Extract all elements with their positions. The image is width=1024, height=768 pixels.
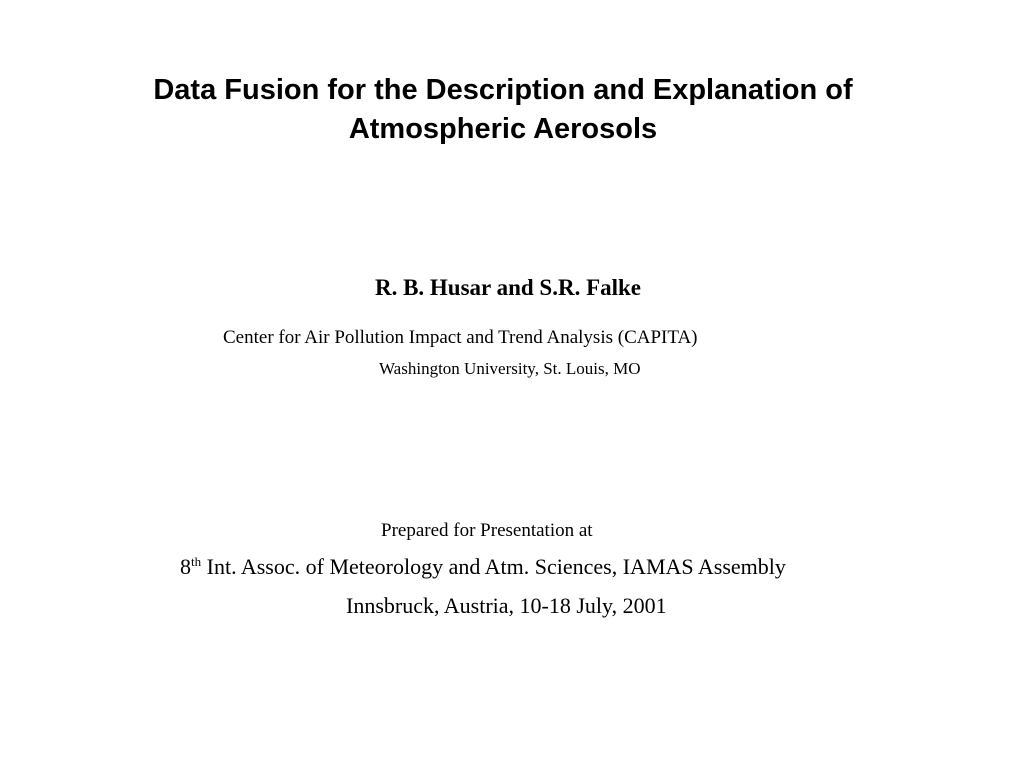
slide-title-line-1: Data Fusion for the Description and Explanation of — [153, 74, 853, 106]
assembly-ordinal: th — [191, 554, 202, 569]
assembly-text: Int. Assoc. of Meteorology and Atm. Sciences, IAMAS Assembly — [201, 554, 786, 579]
authors: R. B. Husar and S.R. Falke — [374, 275, 642, 300]
slide-title — [0, 71, 1006, 149]
prepared-for: Prepared for Presentation at — [381, 520, 593, 541]
assembly-line — [180, 553, 786, 581]
assembly-number: 8 — [180, 554, 191, 579]
slide-title-line-2: Atmospheric Aerosols — [348, 113, 658, 145]
venue: Innsbruck, Austria, 10-18 July, 2001 — [346, 593, 667, 618]
affiliation: Center for Air Pollution Impact and Trend Analysis (CAPITA) — [223, 327, 698, 348]
location: Washington University, St. Louis, MO — [379, 359, 641, 378]
